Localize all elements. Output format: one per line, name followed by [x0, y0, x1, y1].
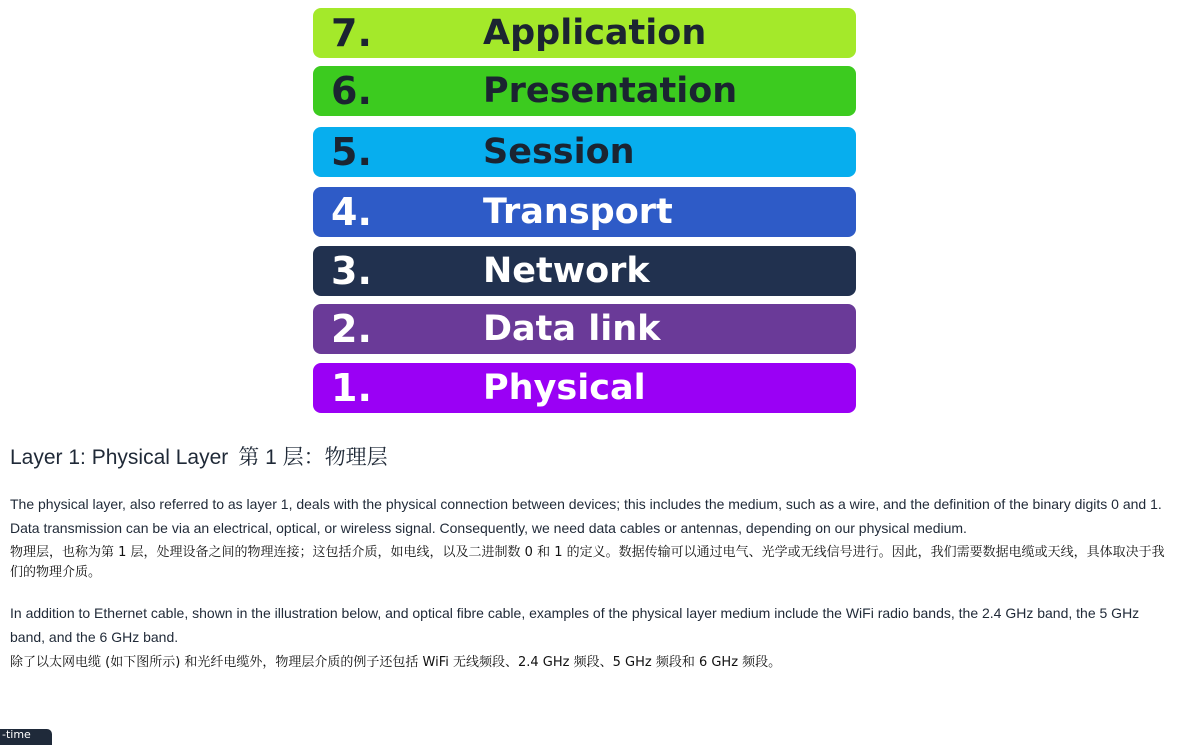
osi-layer-6 [313, 66, 856, 116]
osi-layer-number: 6. [331, 69, 372, 113]
osi-layer-name: Transport [483, 192, 673, 232]
section-heading [10, 443, 1170, 473]
time-badge[interactable]: -time [0, 729, 52, 745]
paragraph-2-english: In addition to Ethernet cable, shown in the illustration below, and optical fibre cable, examples of the physical layer medium include the WiFi radio bands, the 2.4 GHz band, the 5 GHz band, and the 6 GHz band. [10, 605, 1140, 645]
osi-layer-name: Network [483, 251, 650, 291]
paragraph-1-chinese: 物理层，也称为第 1 层，处理设备之间的物理连接；这包括介质，如电线，以及二进制数 0 和 1 的定义。数据传输可以通过电气、光学或无线信号进行。因此，我们需要数据电缆或天线，具体取决于我们的物理介质。 [10, 545, 1165, 580]
osi-layer-number: 1. [331, 366, 372, 410]
osi-layer-2 [313, 304, 856, 354]
osi-layer-number: 4. [331, 190, 372, 234]
osi-layer-4 [313, 187, 856, 237]
osi-layer-name: Physical [483, 368, 646, 408]
osi-layer-number: 3. [331, 249, 372, 293]
heading-zh: 第 1 层：物理层 [238, 446, 388, 469]
osi-layer-name: Session [483, 132, 635, 172]
osi-layer-name: Data link [483, 309, 661, 349]
paragraph-1-english: The physical layer, also referred to as layer 1, deals with the physical connection between devices; this includes the medium, such as a wire, and the definition of the binary digits 0 and 1. Data transmission can be via an electrical, optical, or wireless signal. Consequently, we need data cables or antennas, depending on our physical medium. [10, 496, 1162, 536]
paragraph-2-chinese: 除了以太网电缆 (如下图所示) 和光纤电缆外，物理层介质的例子还包括 WiFi 无线频段、2.4 GHz 频段、5 GHz 频段和 6 GHz 频段。 [10, 655, 782, 670]
heading-en: Layer 1: Physical Layer [10, 446, 229, 469]
osi-layer-3 [313, 246, 856, 296]
osi-layer-number: 5. [331, 130, 372, 174]
osi-layer-number: 7. [331, 11, 372, 55]
osi-layer-name: Application [483, 13, 707, 53]
osi-layer-7 [313, 8, 856, 58]
osi-layer-1 [313, 363, 856, 413]
osi-layer-5 [313, 127, 856, 177]
osi-layer-name: Presentation [483, 71, 738, 111]
osi-layer-number: 2. [331, 307, 372, 351]
